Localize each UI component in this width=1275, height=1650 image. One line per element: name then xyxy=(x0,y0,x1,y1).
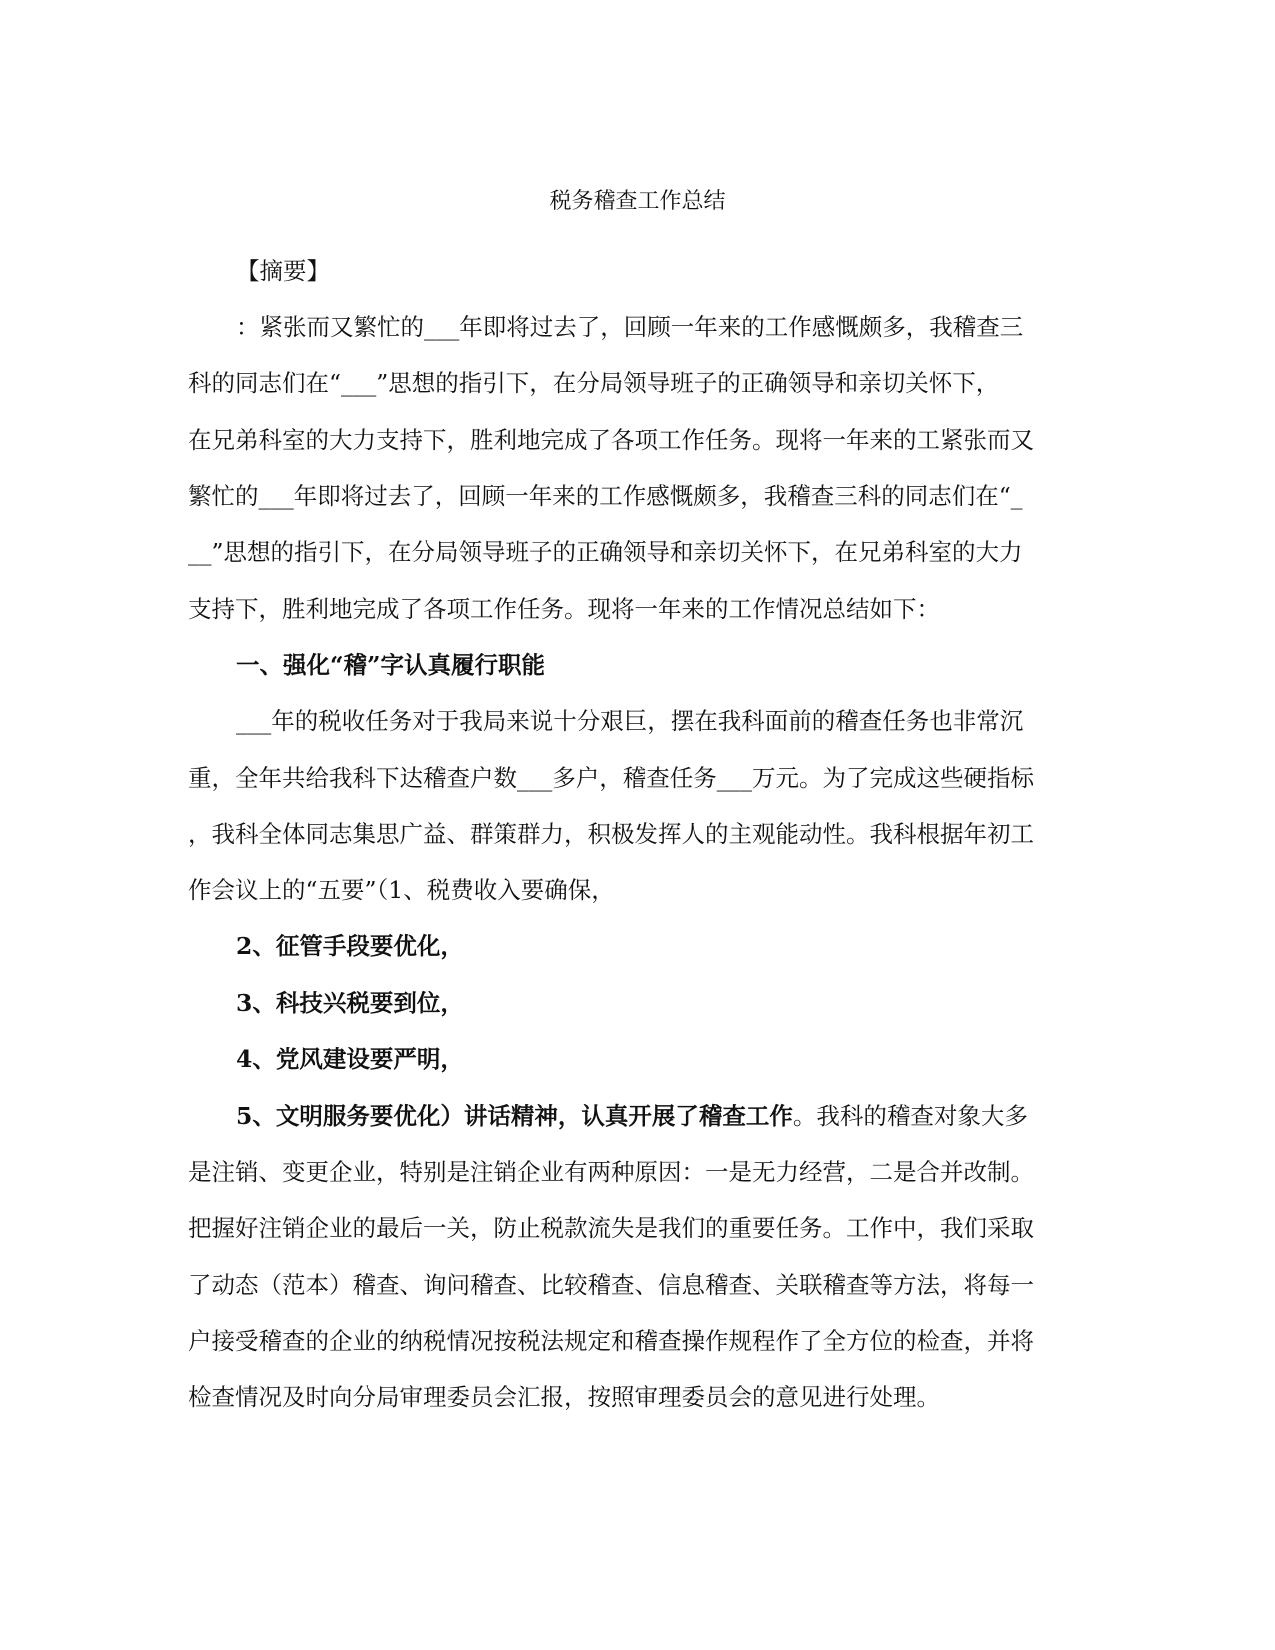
paragraph-line: 了动态（范本）稽查、询问稽查、比较稽查、信息稽查、关联稽查等方法，将每一 xyxy=(188,1271,1034,1299)
paragraph-line: ，我科全体同志集思广益、群策群力，积极发挥人的主观能动性。我科根据年初工 xyxy=(188,820,1034,848)
paragraph-line: 作会议上的“五要”（1、税费收入要确保， xyxy=(188,876,615,904)
paragraph-line: 重，全年共给我科下达稽查户数___多户，稽查任务___万元。为了完成这些硬指标 xyxy=(188,764,1034,792)
intro-line: 支持下，胜利地完成了各项工作任务。现将一年来的工作情况总结如下： xyxy=(188,595,940,623)
intro-line: ：紧张而又繁忙的___年即将过去了，回顾一年来的工作感慨颇多，我稽查三 xyxy=(236,313,1024,341)
paragraph-line: 户接受稽查的企业的纳税情况按税法规定和稽查操作规程作了全方位的检查，并将 xyxy=(188,1327,1034,1355)
intro-line: 繁忙的___年即将过去了，回顾一年来的工作感慨颇多，我稽查三科的同志们在“_ xyxy=(188,482,1023,510)
paragraph-line: 把握好注销企业的最后一关，防止税款流失是我们的重要任务。工作中，我们采取 xyxy=(188,1214,1034,1242)
intro-line: __”思想的指引下，在分局领导班子的正确领导和亲切关怀下，在兄弟科室的大力 xyxy=(188,538,1023,566)
list-item: 4、党风建设要严明， xyxy=(236,1045,464,1073)
paragraph-line: 检查情况及时向分局审理委员会汇报，按照审理委员会的意见进行处理。 xyxy=(188,1383,940,1411)
document-title: 税务稽查工作总结 xyxy=(549,189,726,214)
list-item-5-bold: 5、文明服务要优化）讲话精神，认真开展了稽查工作 xyxy=(236,1102,793,1130)
intro-line: 在兄弟科室的大力支持下，胜利地完成了各项工作任务。现将一年来的工紧张而又 xyxy=(188,426,1034,454)
list-item-5-rest: 。我科的稽查对象大多 xyxy=(792,1102,1028,1130)
abstract-label: 【摘要】 xyxy=(236,257,330,285)
list-item-5 xyxy=(236,1101,1028,1131)
paragraph-line: 是注销、变更企业，特别是注销企业有两种原因：一是无力经营，二是合并改制。 xyxy=(188,1158,1034,1186)
paragraph-line: ___年的税收任务对于我局来说十分艰巨，摆在我科面前的稽查任务也非常沉 xyxy=(236,707,1024,735)
section-heading: 一、强化“稽”字认真履行职能 xyxy=(236,651,546,679)
intro-line: 科的同志们在“___”思想的指引下，在分局领导班子的正确领导和亲切关怀下， xyxy=(188,369,1000,397)
list-item: 2、征管手段要优化， xyxy=(236,932,464,960)
list-item: 3、科技兴税要到位， xyxy=(236,989,464,1017)
